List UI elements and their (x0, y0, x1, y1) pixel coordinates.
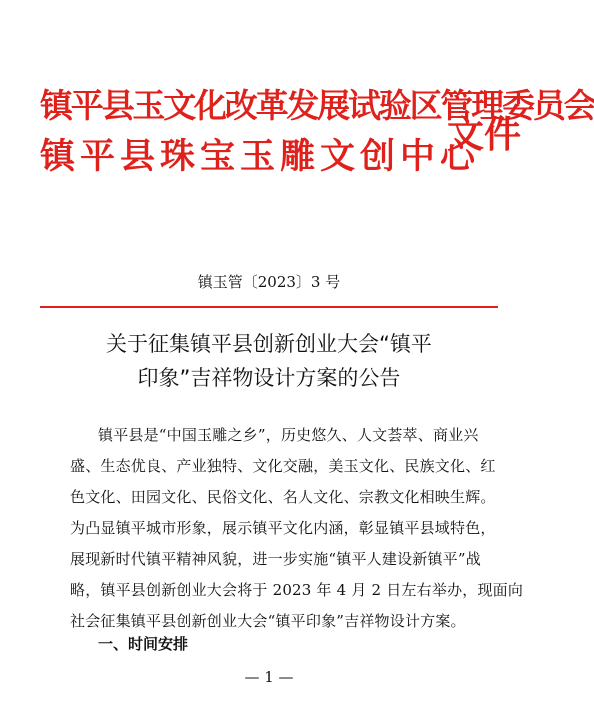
title-line-1: 关于征集镇平县创新创业大会“镇平 (106, 332, 432, 356)
body-line-7: 社会征集镇平县创新创业大会“镇平印象”吉祥物设计方案。 (70, 612, 466, 630)
red-divider (40, 306, 498, 308)
notice-title (0, 327, 538, 395)
document-number: 镇玉管〔2023〕3 号 (197, 273, 341, 291)
body-line-3: 色文化、田园文化、民俗文化、名人文化、宗教文化相映生辉。 (70, 488, 496, 506)
title-line-2: 印象”吉祥物设计方案的公告 (137, 366, 401, 390)
body-line-6: 略，镇平县创新创业大会将于 2023 年 4 月 2 日左右举办，现面向 (70, 581, 524, 599)
body-line-4: 为凸显镇平城市形象，展示镇平文化内涵，彰显镇平县域特色， (70, 519, 496, 537)
section-heading-time-arrangement: 一、时间安排 (98, 635, 189, 653)
body-line-1: 镇平县是“中国玉雕之乡”，历史悠久、人文荟萃、商业兴 (98, 426, 479, 444)
body-line-5: 展现新时代镇平精神风貌，进一步实施“镇平人建设新镇平”战 (70, 550, 481, 568)
page-number: — 1 — (244, 668, 294, 686)
body-line-2: 盛、生态优良、产业独特、文化交融，美玉文化、民族文化、红 (70, 457, 496, 475)
document-header (0, 0, 594, 210)
body-paragraph (70, 420, 524, 637)
issuing-organization-1: 镇平县玉文化改革发展试验区管理委员会 (40, 86, 594, 125)
issuing-organization-2: 镇平县珠宝玉雕文创中心 (40, 137, 481, 177)
document-label: 文件 (447, 113, 521, 156)
